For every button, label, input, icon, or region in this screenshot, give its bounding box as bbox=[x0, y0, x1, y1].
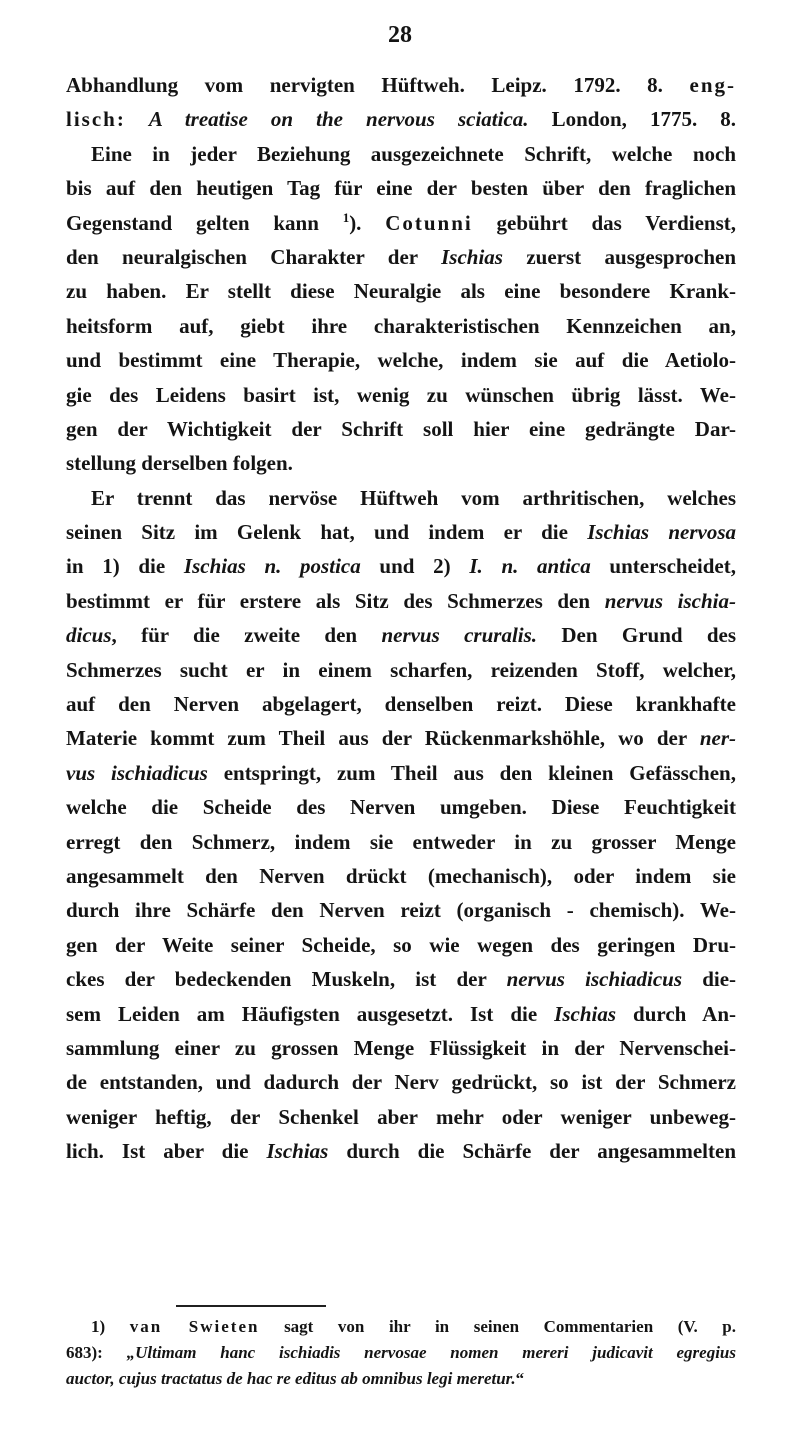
text-line: de entstanden, und dadurch der Nerv gedrückt, so ist der Schmerz bbox=[66, 1070, 736, 1095]
text-line: Abhandlung vom nervigten Hüftweh. Leipz. 1792. 8. eng- bbox=[66, 73, 737, 97]
page-number: 28 bbox=[388, 22, 412, 48]
text-line: lisch: A treatise on the nervous sciatica. London, 1775. 8. bbox=[66, 107, 737, 132]
text-line: bis auf den heutigen Tag für eine der besten über den fraglichen bbox=[66, 176, 736, 201]
text-line: Eine in jeder Beziehung ausgezeichnete Schrift, welche noch bbox=[91, 141, 736, 166]
text-line: welche die Scheide des Nerven umgeben. Diese Feuchtigkeit bbox=[66, 795, 736, 820]
text-line: ckes der bedeckenden Muskeln, ist der nervus ischiadicus die- bbox=[66, 967, 737, 992]
text-line: stellung derselben folgen. bbox=[66, 451, 293, 476]
author-name: Cotunni bbox=[385, 210, 473, 235]
text-line: durch ihre Schärfe den Nerven reizt (organisch - chemisch). We- bbox=[66, 898, 736, 923]
footnote-divider bbox=[176, 1305, 326, 1307]
footnote-line: 683): „Ultimam hanc ischiadis nervosae nomen mereri judicavit egregius bbox=[66, 1343, 736, 1362]
text-line: erregt den Schmerz, indem sie entweder in zu grosser Menge bbox=[66, 829, 736, 854]
footnote bbox=[66, 1314, 736, 1392]
text-line: den neuralgischen Charakter der Ischias zuerst ausgesprochen bbox=[66, 244, 737, 269]
text-line: Gegenstand gelten kann $^1$). Cotunni gebührt das Verdienst, bbox=[66, 209, 737, 235]
text-line: Materie kommt zum Theil aus der Rückenmarkshöhle, wo der ner- bbox=[66, 726, 737, 751]
text-line: gie des Leidens basirt ist, wenig zu wünschen übrig lässt. We- bbox=[66, 382, 736, 407]
text-line: angesammelt den Nerven drückt (mechanisch), oder indem sie bbox=[66, 863, 736, 888]
text-line: gen der Wichtigkeit der Schrift soll hier eine gedrängte Dar- bbox=[66, 416, 736, 441]
text-line: bestimmt er für erstere als Sitz des Schmerzes den nervus ischia- bbox=[66, 588, 736, 613]
footnote-ref: 1 bbox=[342, 209, 350, 225]
text-line: und bestimmt eine Therapie, welche, indem sie auf die Aetiolo- bbox=[66, 348, 736, 373]
text-line: lich. Ist aber die Ischias durch die Schärfe der angesammelten bbox=[66, 1139, 737, 1164]
text-line: seinen Sitz im Gelenk hat, und indem er die Ischias nervosa bbox=[66, 520, 736, 545]
footnote-line: auctor, cujus tractatus de hac re editus ab omnibus legi meretur.“ bbox=[66, 1369, 525, 1388]
text-line: dicus, für die zweite den nervus cruralis. Den Grund des bbox=[66, 623, 737, 648]
text-line: zu haben. Er stellt diese Neuralgie als eine besondere Krank- bbox=[66, 279, 736, 304]
text-line: Schmerzes sucht er in einem scharfen, reizenden Stoff, welcher, bbox=[66, 657, 736, 682]
body-text bbox=[66, 68, 736, 1169]
text-line: auf den Nerven abgelagert, denselben reizt. Diese krankhafte bbox=[66, 692, 736, 717]
text-line: gen der Weite seiner Scheide, so wie wegen des geringen Dru- bbox=[66, 932, 736, 957]
text-line: in 1) die Ischias n. postica und 2) I. n. antica unterscheidet, bbox=[66, 554, 736, 579]
text-line: sammlung einer zu grossen Menge Flüssigkeit in der Nervenschei- bbox=[66, 1035, 736, 1060]
text-line: weniger heftig, der Schenkel aber mehr oder weniger unbeweg- bbox=[66, 1104, 736, 1129]
footnote-line: 1) van Swieten sagt von ihr in seinen Commentarien (V. p. bbox=[91, 1317, 737, 1336]
text-line: Er trennt das nervöse Hüftweh vom arthritischen, welches bbox=[91, 485, 736, 510]
text-line: heitsform auf, giebt ihre charakteristischen Kennzeichen an, bbox=[66, 313, 736, 338]
text-line: sem Leiden am Häufigsten ausgesetzt. Ist die Ischias durch An- bbox=[66, 1001, 737, 1026]
text-line: vus ischiadicus entspringt, zum Theil aus den kleinen Gefässchen, bbox=[66, 760, 736, 785]
